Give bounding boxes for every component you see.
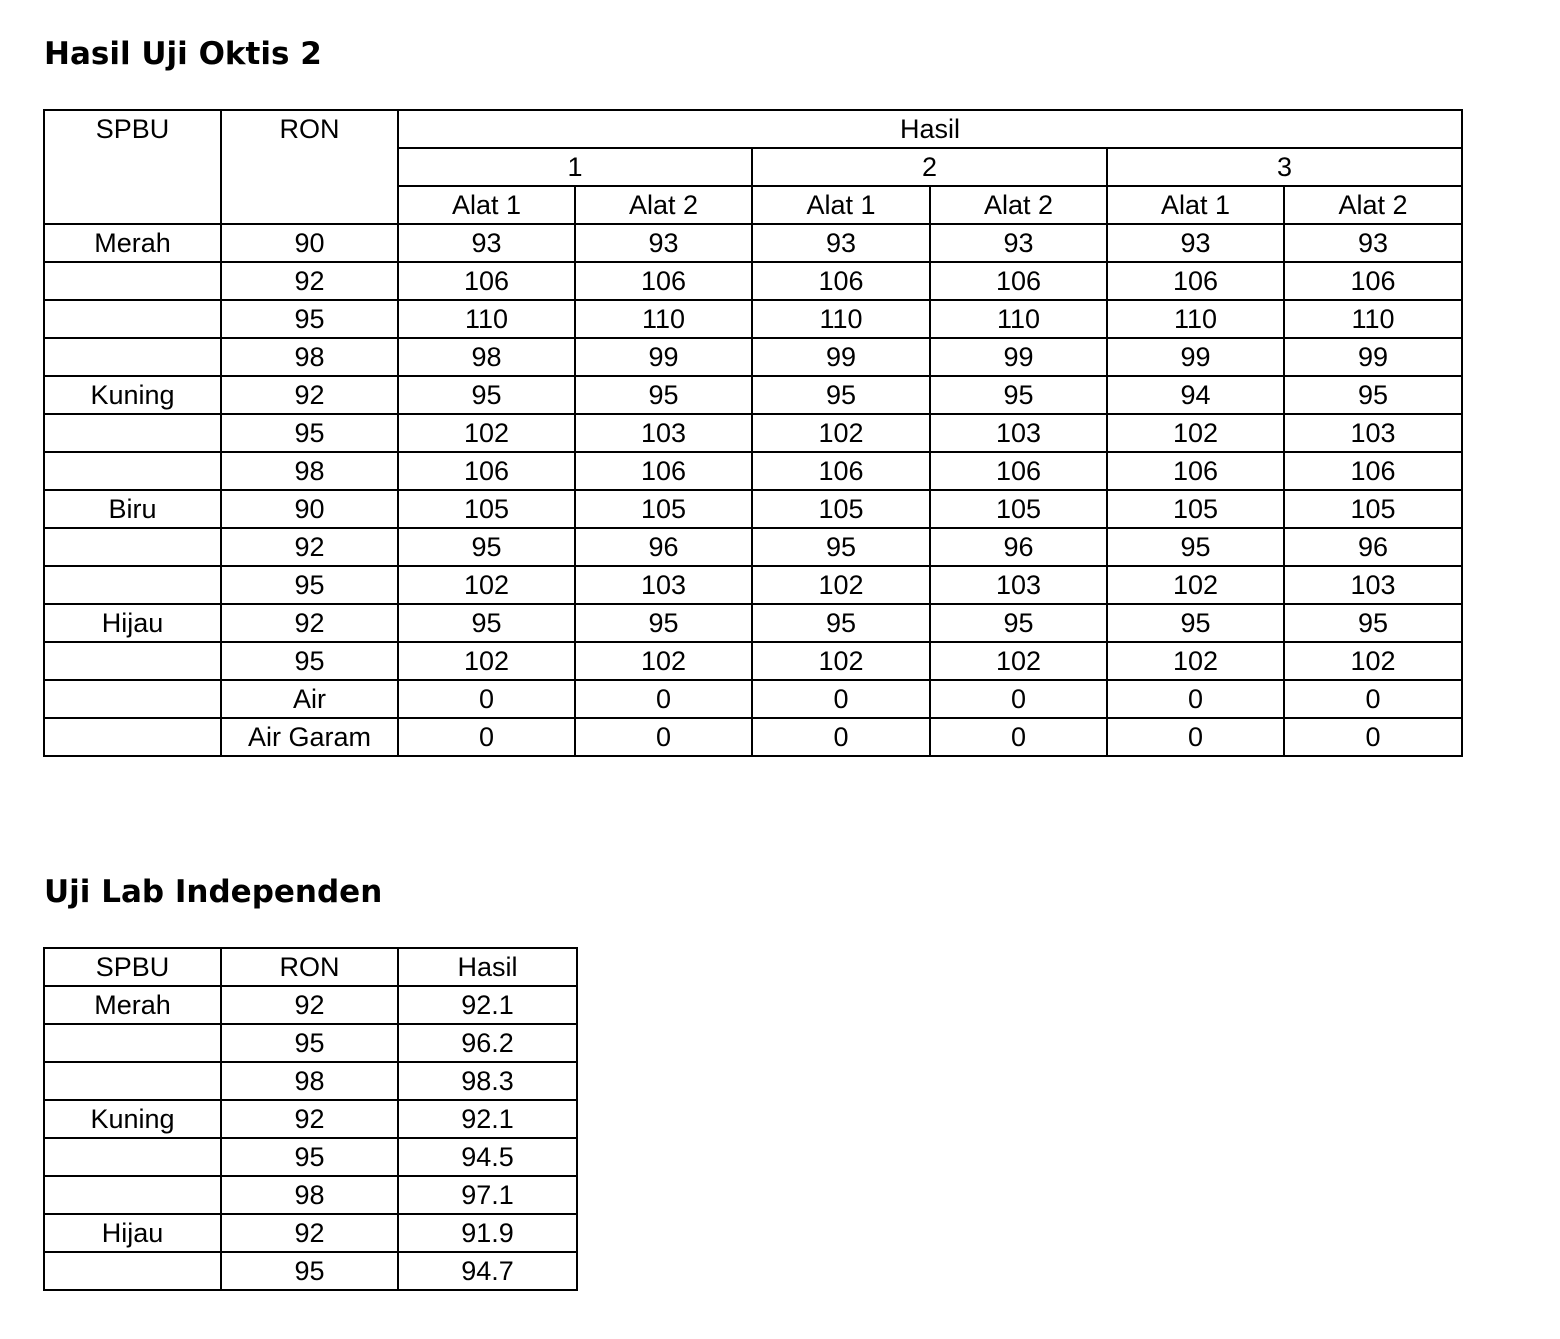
value-cell: 102 [398, 642, 575, 680]
ron-cell: 95 [221, 1252, 398, 1290]
lab-table-body [44, 986, 577, 1290]
value-cell: 0 [575, 718, 752, 756]
value-cell: 0 [1107, 718, 1284, 756]
table-row [44, 680, 1462, 718]
header-hasil: Hasil [398, 110, 1462, 148]
table-row [44, 452, 1462, 490]
header-device: Alat 1 [398, 186, 575, 224]
value-cell: 95 [398, 528, 575, 566]
value-cell: 95 [1107, 604, 1284, 642]
spbu-cell [44, 718, 221, 756]
value-cell: 106 [1107, 262, 1284, 300]
spbu-cell [44, 1252, 221, 1290]
oktis-results-table [43, 109, 1463, 757]
ron-cell: 92 [221, 1214, 398, 1252]
value-cell: 103 [575, 414, 752, 452]
ron-cell: 95 [221, 414, 398, 452]
header-group-1: 1 [398, 148, 752, 186]
value-cell: 94 [1107, 376, 1284, 414]
value-cell: 98 [398, 338, 575, 376]
lab-header-ron: RON [221, 948, 398, 986]
value-cell: 103 [930, 414, 1107, 452]
value-cell: 102 [1107, 566, 1284, 604]
value-cell: 96 [930, 528, 1107, 566]
value-cell: 0 [752, 680, 930, 718]
spbu-cell [44, 262, 221, 300]
lab-header-row [44, 948, 577, 986]
table-row [44, 490, 1462, 528]
value-cell: 102 [1107, 414, 1284, 452]
spbu-cell [44, 1176, 221, 1214]
table-row [44, 1176, 577, 1214]
value-cell: 0 [398, 680, 575, 718]
header-device: Alat 2 [930, 186, 1107, 224]
ron-cell: 98 [221, 1176, 398, 1214]
value-cell: 95 [930, 376, 1107, 414]
value-cell: 105 [752, 490, 930, 528]
value-cell: 99 [575, 338, 752, 376]
lab-header-hasil: Hasil [398, 948, 577, 986]
value-cell: 95 [398, 376, 575, 414]
spbu-cell [44, 414, 221, 452]
value-cell: 95 [1284, 376, 1462, 414]
oktis-table-body [44, 224, 1462, 756]
table-row [44, 642, 1462, 680]
value-cell: 93 [1284, 224, 1462, 262]
value-cell: 105 [930, 490, 1107, 528]
spbu-cell: Biru [44, 490, 221, 528]
value-cell: 0 [398, 718, 575, 756]
value-cell: 106 [1284, 262, 1462, 300]
value-cell: 102 [398, 414, 575, 452]
value-cell: 105 [1107, 490, 1284, 528]
ron-cell: Air Garam [221, 718, 398, 756]
section-title-oktis: Hasil Uji Oktis 2 [44, 36, 322, 72]
hasil-cell: 94.7 [398, 1252, 577, 1290]
value-cell: 95 [752, 604, 930, 642]
table-row [44, 566, 1462, 604]
value-cell: 103 [1284, 414, 1462, 452]
table-row [44, 262, 1462, 300]
table-row [44, 1024, 577, 1062]
table-row [44, 1100, 577, 1138]
ron-cell: 98 [221, 338, 398, 376]
value-cell: 0 [1107, 680, 1284, 718]
value-cell: 102 [752, 642, 930, 680]
value-cell: 103 [930, 566, 1107, 604]
table-row [44, 1138, 577, 1176]
hasil-cell: 92.1 [398, 1100, 577, 1138]
header-row-top [44, 110, 1462, 148]
value-cell: 106 [752, 262, 930, 300]
header-group-2: 2 [752, 148, 1107, 186]
ron-cell: 92 [221, 604, 398, 642]
spbu-cell: Kuning [44, 1100, 221, 1138]
spbu-cell [44, 1062, 221, 1100]
value-cell: 99 [752, 338, 930, 376]
value-cell: 110 [1107, 300, 1284, 338]
value-cell: 0 [1284, 718, 1462, 756]
value-cell: 106 [575, 452, 752, 490]
table-row [44, 300, 1462, 338]
value-cell: 0 [1284, 680, 1462, 718]
value-cell: 96 [1284, 528, 1462, 566]
value-cell: 93 [930, 224, 1107, 262]
header-device: Alat 1 [752, 186, 930, 224]
ron-cell: 95 [221, 642, 398, 680]
value-cell: 106 [752, 452, 930, 490]
header-device: Alat 2 [575, 186, 752, 224]
hasil-cell: 94.5 [398, 1138, 577, 1176]
ron-cell: 95 [221, 566, 398, 604]
value-cell: 110 [1284, 300, 1462, 338]
spbu-cell [44, 680, 221, 718]
value-cell: 106 [1284, 452, 1462, 490]
ron-cell: 92 [221, 262, 398, 300]
value-cell: 106 [930, 452, 1107, 490]
hasil-cell: 97.1 [398, 1176, 577, 1214]
value-cell: 0 [575, 680, 752, 718]
table-row [44, 604, 1462, 642]
spbu-cell: Kuning [44, 376, 221, 414]
value-cell: 110 [930, 300, 1107, 338]
spbu-cell: Merah [44, 224, 221, 262]
value-cell: 102 [752, 414, 930, 452]
value-cell: 96 [575, 528, 752, 566]
value-cell: 102 [1284, 642, 1462, 680]
spbu-cell: Merah [44, 986, 221, 1024]
value-cell: 95 [1107, 528, 1284, 566]
header-device: Alat 1 [1107, 186, 1284, 224]
value-cell: 99 [1107, 338, 1284, 376]
value-cell: 0 [752, 718, 930, 756]
value-cell: 110 [752, 300, 930, 338]
value-cell: 105 [398, 490, 575, 528]
value-cell: 105 [1284, 490, 1462, 528]
hasil-cell: 91.9 [398, 1214, 577, 1252]
ron-cell: 90 [221, 224, 398, 262]
hasil-cell: 96.2 [398, 1024, 577, 1062]
spbu-cell [44, 1138, 221, 1176]
ron-cell: 92 [221, 528, 398, 566]
hasil-cell: 92.1 [398, 986, 577, 1024]
spbu-cell [44, 566, 221, 604]
spbu-cell [44, 642, 221, 680]
value-cell: 105 [575, 490, 752, 528]
value-cell: 103 [1284, 566, 1462, 604]
ron-cell: 98 [221, 1062, 398, 1100]
value-cell: 106 [398, 262, 575, 300]
hasil-cell: 98.3 [398, 1062, 577, 1100]
table-row [44, 1062, 577, 1100]
value-cell: 106 [930, 262, 1107, 300]
spbu-cell: Hijau [44, 604, 221, 642]
spbu-cell [44, 300, 221, 338]
header-spbu: SPBU [44, 110, 221, 224]
value-cell: 102 [575, 642, 752, 680]
spbu-cell: Hijau [44, 1214, 221, 1252]
value-cell: 95 [575, 376, 752, 414]
header-group-3: 3 [1107, 148, 1462, 186]
table-row [44, 376, 1462, 414]
value-cell: 106 [1107, 452, 1284, 490]
table-row [44, 986, 577, 1024]
table-row [44, 718, 1462, 756]
spbu-cell [44, 528, 221, 566]
ron-cell: 98 [221, 452, 398, 490]
value-cell: 102 [1107, 642, 1284, 680]
value-cell: 95 [752, 376, 930, 414]
value-cell: 110 [398, 300, 575, 338]
section-title-lab: Uji Lab Independen [44, 874, 383, 910]
ron-cell: 95 [221, 1024, 398, 1062]
ron-cell: 92 [221, 376, 398, 414]
value-cell: 0 [930, 718, 1107, 756]
value-cell: 93 [398, 224, 575, 262]
spbu-cell [44, 1024, 221, 1062]
value-cell: 95 [930, 604, 1107, 642]
table-row [44, 338, 1462, 376]
lab-results-table [43, 947, 578, 1291]
value-cell: 93 [752, 224, 930, 262]
table-row [44, 528, 1462, 566]
table-row [44, 414, 1462, 452]
ron-cell: 95 [221, 300, 398, 338]
value-cell: 102 [930, 642, 1107, 680]
ron-cell: 90 [221, 490, 398, 528]
table-row [44, 1252, 577, 1290]
value-cell: 93 [575, 224, 752, 262]
header-ron: RON [221, 110, 398, 224]
spbu-cell [44, 338, 221, 376]
value-cell: 99 [1284, 338, 1462, 376]
lab-header-spbu: SPBU [44, 948, 221, 986]
table-row [44, 1214, 577, 1252]
value-cell: 95 [575, 604, 752, 642]
table-row [44, 224, 1462, 262]
value-cell: 106 [575, 262, 752, 300]
ron-cell: 92 [221, 1100, 398, 1138]
value-cell: 95 [752, 528, 930, 566]
value-cell: 102 [752, 566, 930, 604]
value-cell: 106 [398, 452, 575, 490]
value-cell: 103 [575, 566, 752, 604]
ron-cell: 95 [221, 1138, 398, 1176]
spbu-cell [44, 452, 221, 490]
value-cell: 102 [398, 566, 575, 604]
value-cell: 110 [575, 300, 752, 338]
value-cell: 95 [1284, 604, 1462, 642]
value-cell: 99 [930, 338, 1107, 376]
value-cell: 0 [930, 680, 1107, 718]
ron-cell: 92 [221, 986, 398, 1024]
value-cell: 93 [1107, 224, 1284, 262]
header-device: Alat 2 [1284, 186, 1462, 224]
value-cell: 95 [398, 604, 575, 642]
ron-cell: Air [221, 680, 398, 718]
